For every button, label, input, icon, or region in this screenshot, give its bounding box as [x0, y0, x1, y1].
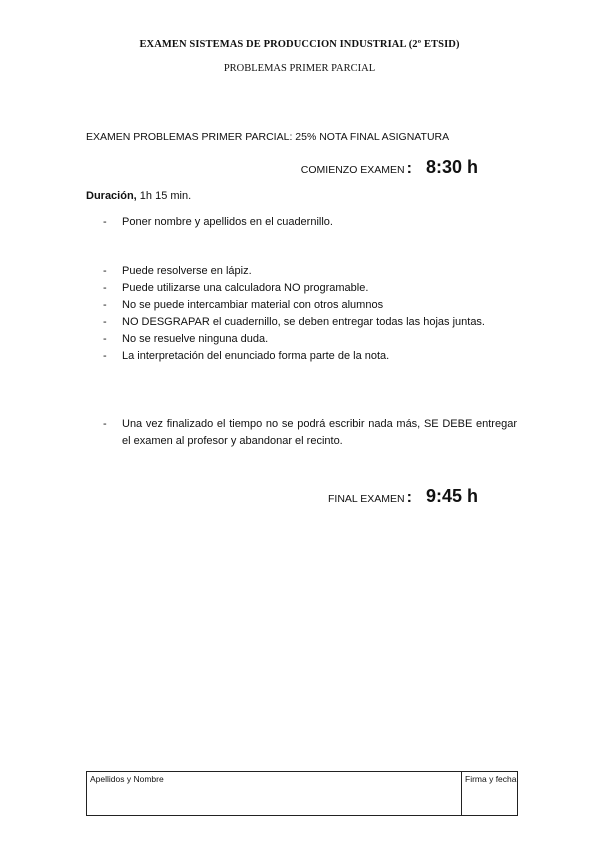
bullet-dash: -: [103, 350, 107, 362]
bullet-dash: -: [103, 418, 107, 430]
list-item: [86, 214, 517, 231]
bullet-dash: -: [103, 299, 107, 311]
bullet-dash: -: [103, 316, 107, 328]
list-item: [86, 280, 517, 297]
name-cell-label: Apellidos y Nombre: [90, 774, 164, 784]
signature-table: [86, 771, 518, 816]
instructions-group-2: [86, 263, 517, 365]
start-time-value: 8:30 h: [425, 157, 478, 177]
duration-line: [86, 190, 191, 202]
list-item-text: NO DESGRAPAR el cuadernillo, se deben entregar todas las hojas juntas.: [122, 316, 485, 328]
duration-value: 1h 15 min.: [136, 190, 192, 202]
instructions-group-1: [86, 214, 517, 231]
list-item-text: Puede utilizarse una calculadora NO programable.: [122, 282, 369, 294]
list-item-text: No se resuelve ninguna duda.: [122, 333, 269, 345]
exam-weight-line: EXAMEN PROBLEMAS PRIMER PARCIAL: 25% NOTA FINAL ASIGNATURA: [86, 131, 450, 143]
bullet-dash: -: [103, 282, 107, 294]
list-item: [86, 416, 517, 450]
start-time-label: COMIENZO EXAMEN: [300, 164, 405, 176]
bullet-dash: -: [103, 216, 107, 228]
list-item: [86, 331, 517, 348]
end-time-label: FINAL EXAMEN: [328, 493, 405, 505]
start-time-row: [0, 157, 478, 178]
name-cell[interactable]: [87, 772, 462, 815]
document-title: EXAMEN SISTEMAS DE PRODUCCION INDUSTRIAL (2º ETSID): [139, 39, 460, 50]
signature-cell-label: Firma y fecha: [465, 774, 517, 784]
instructions-group-3: [86, 416, 517, 450]
list-item-text: Una vez finalizado el tiempo no se podrá escribir nada más, SE DEBE entregar el examen al profesor y abandonar el recinto.: [122, 418, 517, 447]
end-time-colon: :: [406, 489, 412, 506]
list-item: [86, 263, 517, 280]
start-time-colon: :: [406, 160, 412, 177]
end-time-value: 9:45 h: [425, 486, 478, 506]
list-item-text: Poner nombre y apellidos en el cuadernillo.: [122, 216, 333, 228]
bullet-dash: -: [103, 265, 107, 277]
duration-label: Duración,: [86, 190, 137, 202]
list-item-text: No se puede intercambiar material con otros alumnos: [122, 299, 384, 311]
end-time-row: [0, 486, 478, 507]
list-item-text: Puede resolverse en lápiz.: [122, 265, 252, 277]
document-subtitle: PROBLEMAS PRIMER PARCIAL: [223, 63, 376, 74]
list-item: [86, 348, 517, 365]
list-item: [86, 314, 517, 331]
bullet-dash: -: [103, 333, 107, 345]
list-item-text: La interpretación del enunciado forma parte de la nota.: [122, 350, 390, 362]
list-item: [86, 297, 517, 314]
